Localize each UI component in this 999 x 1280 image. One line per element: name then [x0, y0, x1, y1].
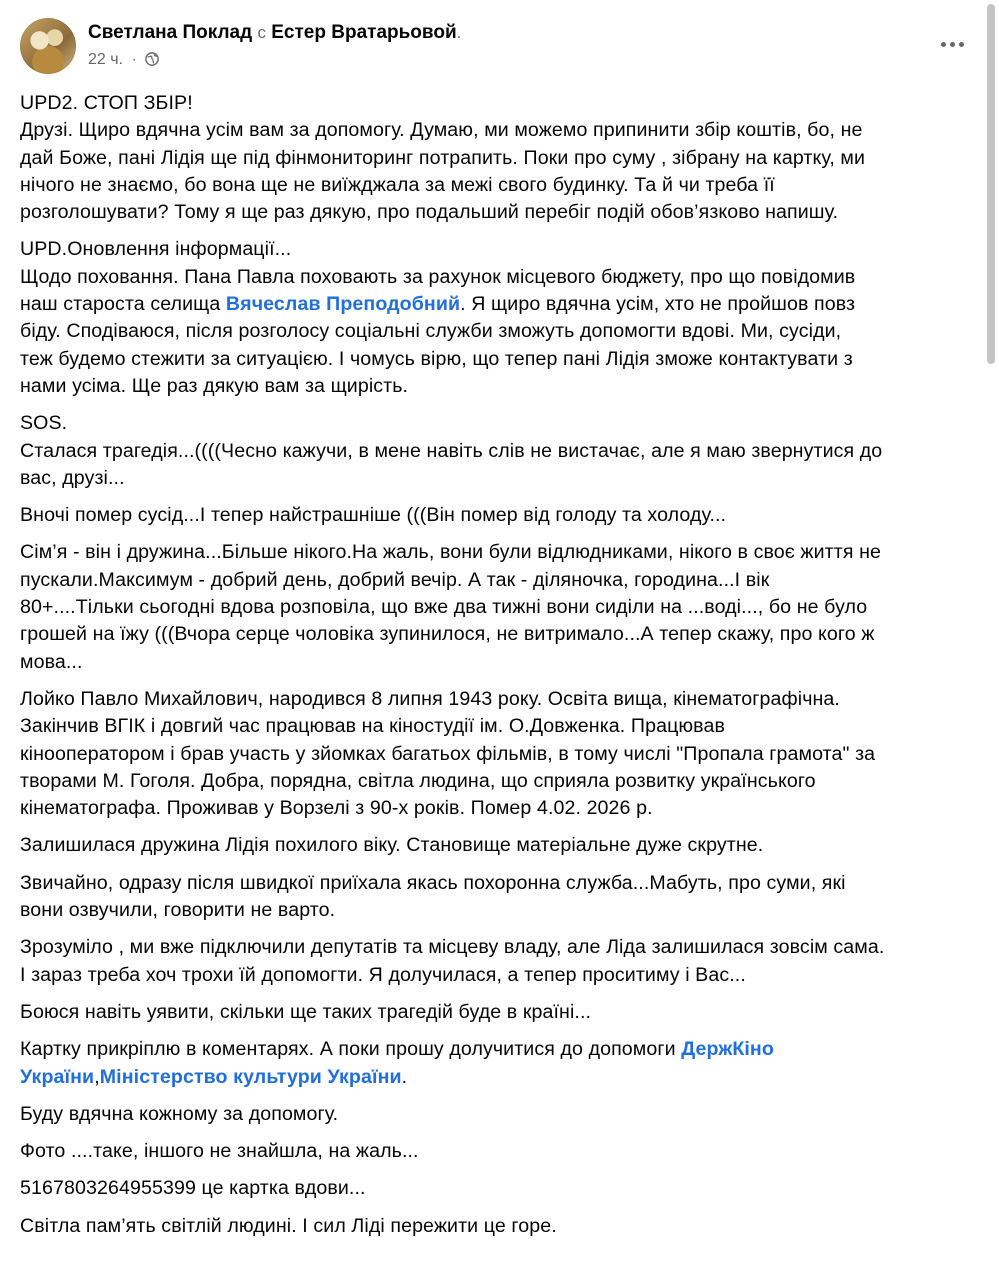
text-line: Сім’я - він і дружина...Більше нікого.На жаль, вони були відлюдниками, нікого в своє життя не	[20, 541, 881, 564]
mention-link[interactable]: України	[20, 1065, 95, 1088]
text-line: Щодо поховання. Пана Павла поховають за рахунок місцевого бюджету, про що повідомив	[20, 265, 856, 288]
text-line: Звичайно, одразу після швидкої приїхала якась похоронна служба...Мабуть, про суми, які	[20, 871, 846, 894]
scrollbar[interactable]	[987, 4, 995, 364]
text-line: творами М. Гоголя. Добра, порядна, світла людина, що сприяла розвитку українського	[20, 769, 816, 792]
text-line: Закінчив ВГІК і довгий час працював на кіностудії ім. О.Довженка. Працював	[20, 715, 725, 738]
more-dot	[941, 42, 946, 47]
text-line: теж будемо стежити за ситуацією. І чомусь вірю, що тепер пані Лідія зможе контактувати з	[20, 347, 853, 370]
text-line: вони озвучили, говорити не варто.	[20, 899, 336, 922]
paragraph-upd2	[20, 90, 980, 226]
text-fragment: . Я щиро вдячна усім, хто не пройшов повз	[460, 293, 856, 316]
text-line	[20, 291, 980, 318]
text-line: Залишилася дружина Лідія похилого віку. Становище матеріальне дуже скрутне.	[20, 834, 764, 857]
text-line: Лойко Павло Михайлович, народився 8 липня 1943 року. Освіта вища, кінематографічна.	[20, 687, 840, 710]
text-fragment: наш староста селища	[20, 293, 226, 316]
text-line: Зрозуміло , ми вже підключили депутатів та місцеву владу, але Ліда залишилася зовсім сама.	[20, 936, 885, 959]
text-line: І зараз треба хоч трохи їй допомогти. Я долучилася, а тепер проситиму і Вас...	[20, 963, 746, 986]
tagged-suffix: .	[456, 23, 462, 42]
post-meta	[88, 49, 159, 71]
text-line: SOS.	[20, 412, 68, 435]
paragraph	[20, 934, 980, 989]
paragraph	[20, 870, 980, 925]
text-line: Світла пам’ять світлій людині. І сил Ліді пережити це горе.	[20, 1214, 557, 1237]
text-line: кінооператором і брав участь у зйомках багатьох фільмів, в тому числі "Пропала грамота" за	[20, 742, 876, 765]
paragraph	[20, 1138, 980, 1165]
author-name[interactable]: Светлана Поклад	[88, 22, 253, 43]
with-word: с	[257, 23, 266, 42]
paragraph	[20, 1213, 980, 1240]
text-line: Буду вдячна кожному за допомогу.	[20, 1102, 339, 1125]
paragraph	[20, 1101, 980, 1128]
text-fragment: Картку прикріплю в коментарях. А поки прошу долучитися до допомоги	[20, 1038, 682, 1061]
text-line	[20, 1036, 980, 1063]
paragraph	[20, 502, 980, 529]
text-line: пускали.Максимум - добрий день, добрий вечір. А так - діляночка, городина...І вік	[20, 568, 770, 591]
paragraph	[20, 832, 980, 859]
more-options-icon[interactable]	[934, 32, 970, 56]
paragraph	[20, 1036, 980, 1091]
text-line: нічого не знаємо, бо вона ще не виїжджала за межі свого будинку. Та й чи треба її	[20, 173, 775, 196]
mention-link[interactable]: Вячеслав Преподобний	[225, 293, 461, 316]
more-dot	[950, 42, 955, 47]
mention-link[interactable]: ДержКіно	[681, 1038, 774, 1061]
text-line: 5167803264955399 це картка вдови...	[20, 1177, 366, 1200]
text-fragment: .	[401, 1065, 408, 1088]
text-line: Вночі помер сусід...І тепер найстрашніше (((Він помер від голоду та холоду...	[20, 504, 727, 527]
text-line: нами усіма. Ще раз дякую вам за щирість.	[20, 374, 409, 397]
text-fragment: ,	[94, 1065, 100, 1088]
post-body	[20, 90, 980, 1250]
text-line: Друзі. Щиро вдячна усім вам за допомогу. Думаю, ми можемо припинити збір коштів, бо, не	[20, 119, 863, 142]
text-line: грошей на їжу (((Вчора серце чоловіка зупинилося, не витримало...А тепер скажу, про кого ж	[20, 623, 875, 646]
post-authors	[88, 20, 461, 46]
paragraph	[20, 1175, 980, 1202]
text-line: 80+....Тільки сьогодні вдова розповіла, що вже два тижні вони сиділи на ...воді..., бо не було	[20, 596, 868, 619]
post-header	[20, 18, 970, 78]
globe-icon[interactable]	[145, 51, 159, 65]
text-line	[20, 1064, 980, 1091]
paragraph	[20, 539, 980, 675]
paragraph	[20, 999, 980, 1026]
post-time[interactable]: 22 ч.	[88, 51, 124, 68]
meta-separator: ·	[131, 51, 137, 68]
text-line: мова...	[20, 650, 83, 673]
paragraph	[20, 686, 980, 822]
avatar[interactable]	[20, 18, 76, 74]
text-line: вас, друзі...	[20, 466, 125, 489]
paragraph-upd	[20, 236, 980, 400]
text-line: розголошувати? Тому я ще раз дякую, про подальший перебіг подій обов’язково напишу.	[20, 201, 839, 224]
text-line: дай Боже, пані Лідія ще під фінмониторинг потрапить. Поки про суму , зібрану на картку, ми	[20, 146, 866, 169]
text-line: UPD2. СТОП ЗБІР!	[20, 92, 193, 114]
text-line: UPD.Оновлення інформації...	[20, 238, 292, 261]
text-line: Боюся навіть уявити, скільки ще таких трагедій буде в країні...	[20, 1000, 592, 1023]
text-line: кінематографа. Проживав у Ворзелі з 90-х років. Помер 4.02. 2026 р.	[20, 797, 653, 820]
text-line: біду. Сподіваюся, після розголосу соціальні служби зможуть допомогти вдові. Ми, сусіди,	[20, 320, 842, 343]
more-dot	[959, 42, 964, 47]
text-line: Фото ....таке, іншого не знайшла, на жаль...	[20, 1140, 419, 1163]
paragraph-sos	[20, 410, 980, 492]
text-line: Сталася трагедія...((((Чесно кажучи, в мене навіть слів не вистачає, але я маю звернутися до	[20, 439, 883, 462]
mention-link[interactable]: Міністерство культури України	[99, 1065, 402, 1088]
tagged-person[interactable]: Естер Вратарьовой	[271, 22, 457, 43]
